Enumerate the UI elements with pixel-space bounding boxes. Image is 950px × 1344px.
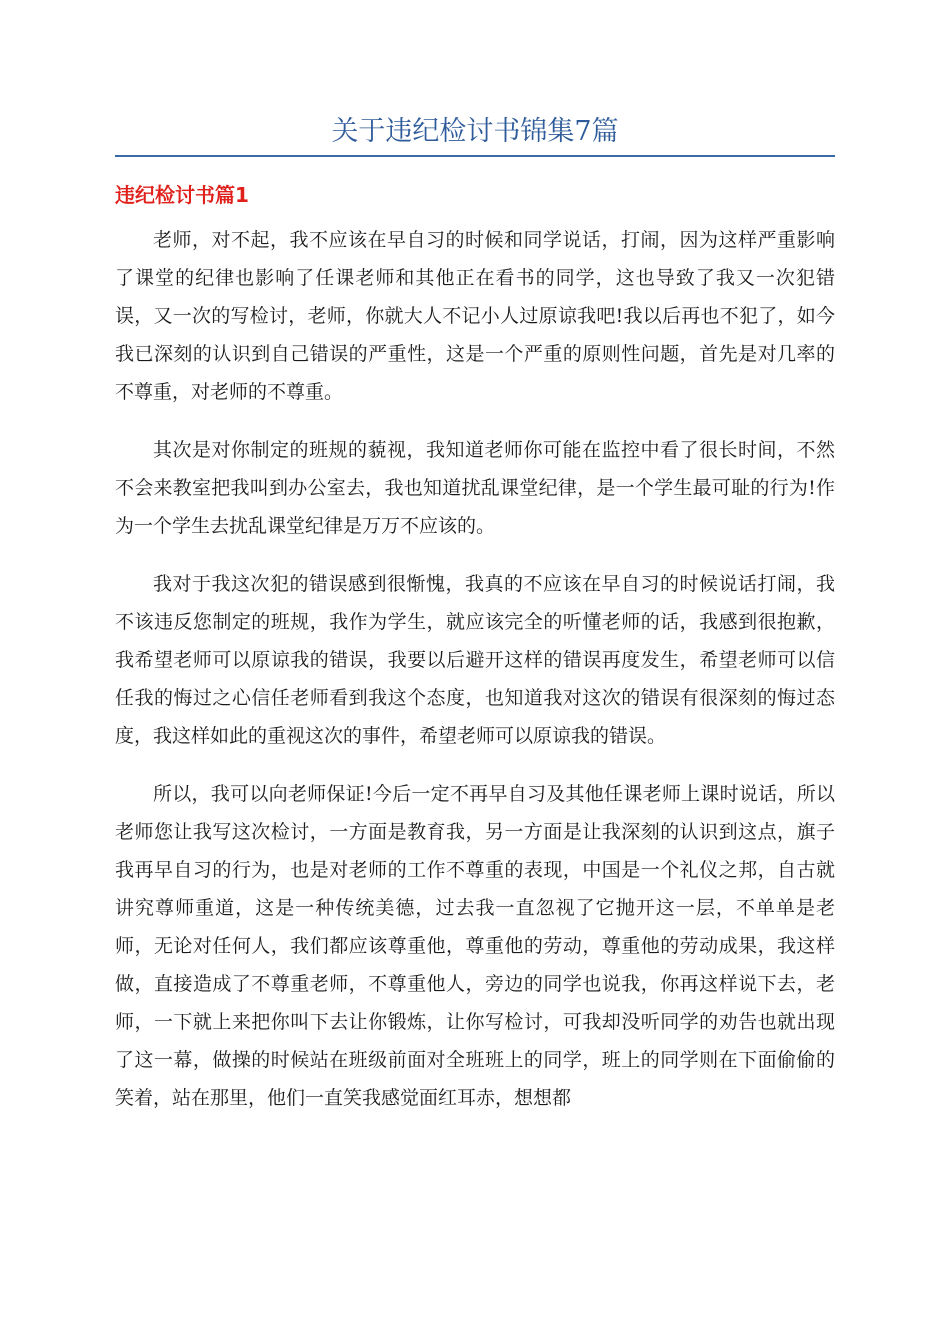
document-body xyxy=(115,221,835,1137)
document-title: 关于违纪检讨书锦集7篇 xyxy=(331,116,619,147)
paragraph-4: 所以，我可以向老师保证!今后一定不再早自习及其他任课老师上课时说话，所以老师您让我写这次检讨，一方面是教育我，另一方面是让我深刻的认识到这点，旗子我再早自习的行为，也是对老师的工作不尊重的表现，中国是一个礼仪之邦，自古就讲究尊师重道，这是一种传统美德，过去我一直忽视了它抛开这一层，不单单是老师，无论对任何人，我们都应该尊重他，尊重他的劳动，尊重他的劳动成果，我这样做，直接造成了不尊重老师，不尊重他人，旁边的同学也说我，你再这样说下去，老师，一下就上来把你叫下去让你锻炼，让你写检讨，可我却没听同学的劝告也就出现了这一幕，做操的时候站在班级前面对全班班上的同学，班上的同学则在下面偷偷的笑着，站在那里，他们一直笑我感觉面红耳赤，想想都 xyxy=(115,783,835,1109)
paragraph-1: 老师，对不起，我不应该在早自习的时候和同学说话，打闹，因为这样严重影响了课堂的纪律也影响了任课老师和其他正在看书的同学，这也导致了我又一次犯错误，又一次的写检讨，老师，你就大人不记小人过原谅我吧!我以后再也不犯了，如今我已深刻的认识到自己错误的严重性，这是一个严重的原则性问题，首先是对几率的不尊重，对老师的不尊重。 xyxy=(115,229,835,403)
paragraph-3: 我对于我这次犯的错误感到很惭愧，我真的不应该在早自习的时候说话打闹，我不该违反您制定的班规，我作为学生，就应该完全的听懂老师的话，我感到很抱歉，我希望老师可以原谅我的错误，我要以后避开这样的错误再度发生，希望老师可以信任我的悔过之心信任老师看到我这个态度，也知道我对这次的错误有很深刻的悔过态度，我这样如此的重视这次的事件，希望老师可以原谅我的错误。 xyxy=(115,573,835,747)
section-heading: 违纪检讨书篇1 xyxy=(115,183,249,207)
title-underline xyxy=(115,155,835,157)
paragraph-2: 其次是对你制定的班规的藐视，我知道老师你可能在监控中看了很长时间，不然不会来教室把我叫到办公室去，我也知道扰乱课堂纪律，是一个学生最可耻的行为!作为一个学生去扰乱课堂纪律是万万不应该的。 xyxy=(115,439,835,537)
